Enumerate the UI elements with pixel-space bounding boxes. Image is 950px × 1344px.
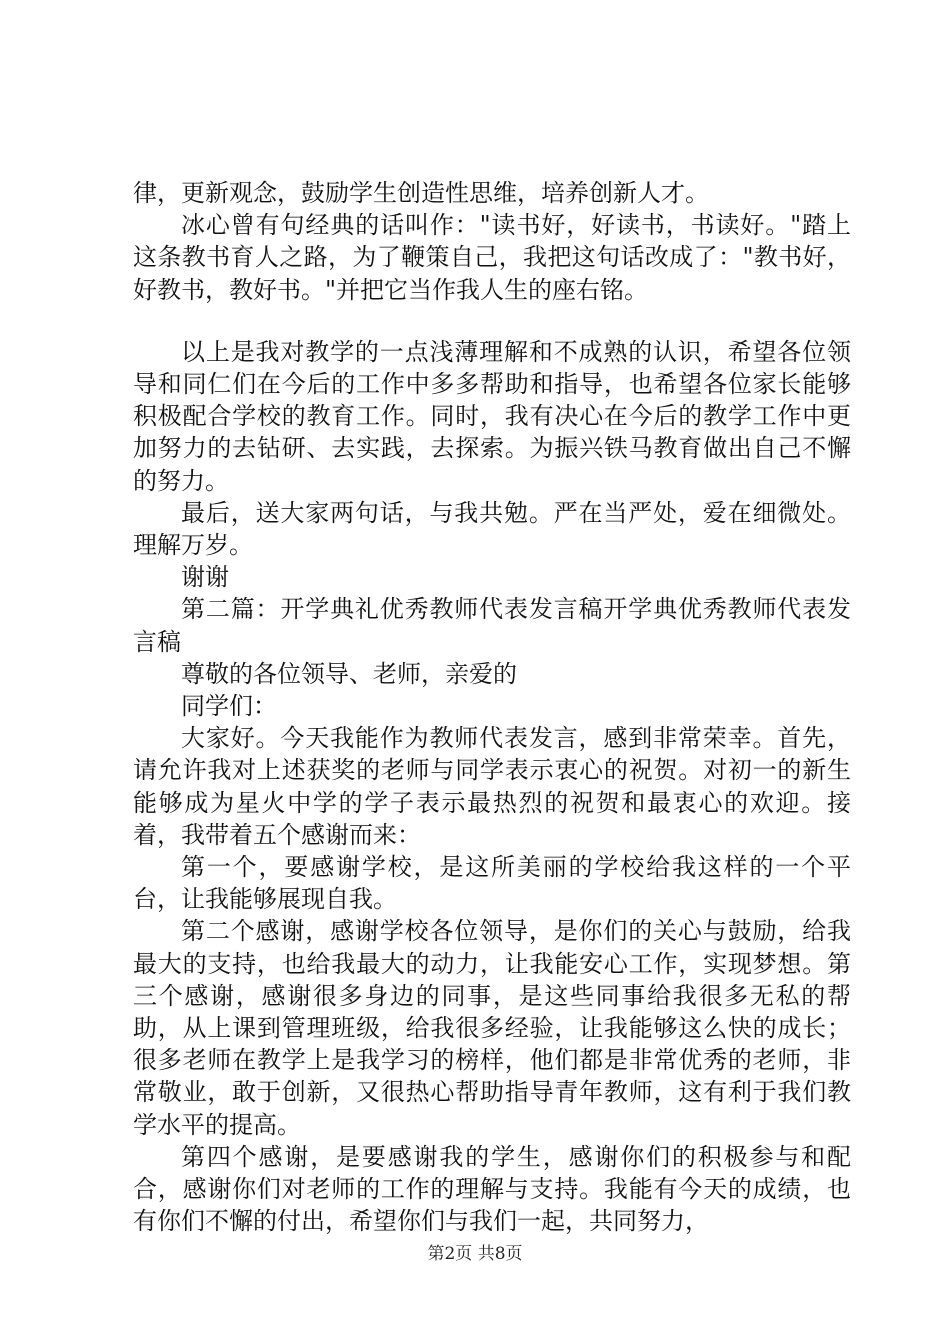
paragraph-11: 第二个感谢，感谢学校各位领导，是你们的关心与鼓励，给我最大的支持，也给我最大的动力，让我能安心工作，实现梦想。第三个感谢，感谢很多身边的同事，是这些同事给我很多无私的帮助，从上课到管理班级，给我很多经验，让我能够这么快的成长；很多老师在教学上是我学习的榜样，他们都是非常优秀的老师，非常敬业，敢于创新，又很热心帮助指导青年教师，这有利于我们教学水平的提高。 (133, 917, 851, 1139)
paragraph-7: 尊敬的各位领导、老师，亲爱的 (181, 659, 517, 688)
paragraph-1: 律，更新观念，鼓励学生创造性思维，培养创新人才。 (133, 179, 709, 207)
paragraph-9: 大家好。今天我能作为教师代表发言，感到非常荣幸。首先，请允许我对上述获奖的老师与同学表示衷心的祝贺。对初一的新生能够成为星火中学的学子表示最热烈的祝贺和最衷心的欢迎。接着，我带着五个感谢而来： (133, 724, 851, 849)
paragraph-5: 谢谢 (181, 563, 229, 592)
paragraph-10: 第一个，要感谢学校，是这所美丽的学校给我这样的一个平台，让我能够展现自我。 (133, 853, 851, 914)
paragraph-3: 以上是我对教学的一点浅薄理解和不成熟的认识，希望各位领导和同仁们在今后的工作中多多帮助和指导，也希望各位家长能够积极配合学校的教育工作。同时，我有决心在今后的教学工作中更加努力的去钻研、去实践，去探索。为振兴铁马教育做出自己不懈的努力。 (133, 337, 851, 495)
page-footer: 第2页 共8页 (427, 1244, 523, 1264)
paragraph-8: 同学们： (181, 692, 277, 721)
paragraph-2: 冰心曾有句经典的话叫作："读书好，好读书，书读好。"踏上这条教书育人之路，为了鞭策自己，我把这句话改成了："教书好，好教书，教好书。"并把它当作我人生的座右铭。 (133, 211, 851, 304)
paragraph-12: 第四个感谢，是要感谢我的学生，感谢你们的积极参与和配合，感谢你们对老师的工作的理解与支持。我能有今天的成绩，也有你们不懈的付出，希望你们与我们一起，共同努力， (133, 1142, 851, 1236)
section-heading: 第二篇：开学典礼优秀教师代表发言稿开学典优秀教师代表发言稿 (133, 595, 851, 656)
document-body (133, 177, 851, 1238)
paragraph-4: 最后，送大家两句话，与我共勉。严在当严处，爱在细微处。理解万岁。 (133, 498, 851, 560)
